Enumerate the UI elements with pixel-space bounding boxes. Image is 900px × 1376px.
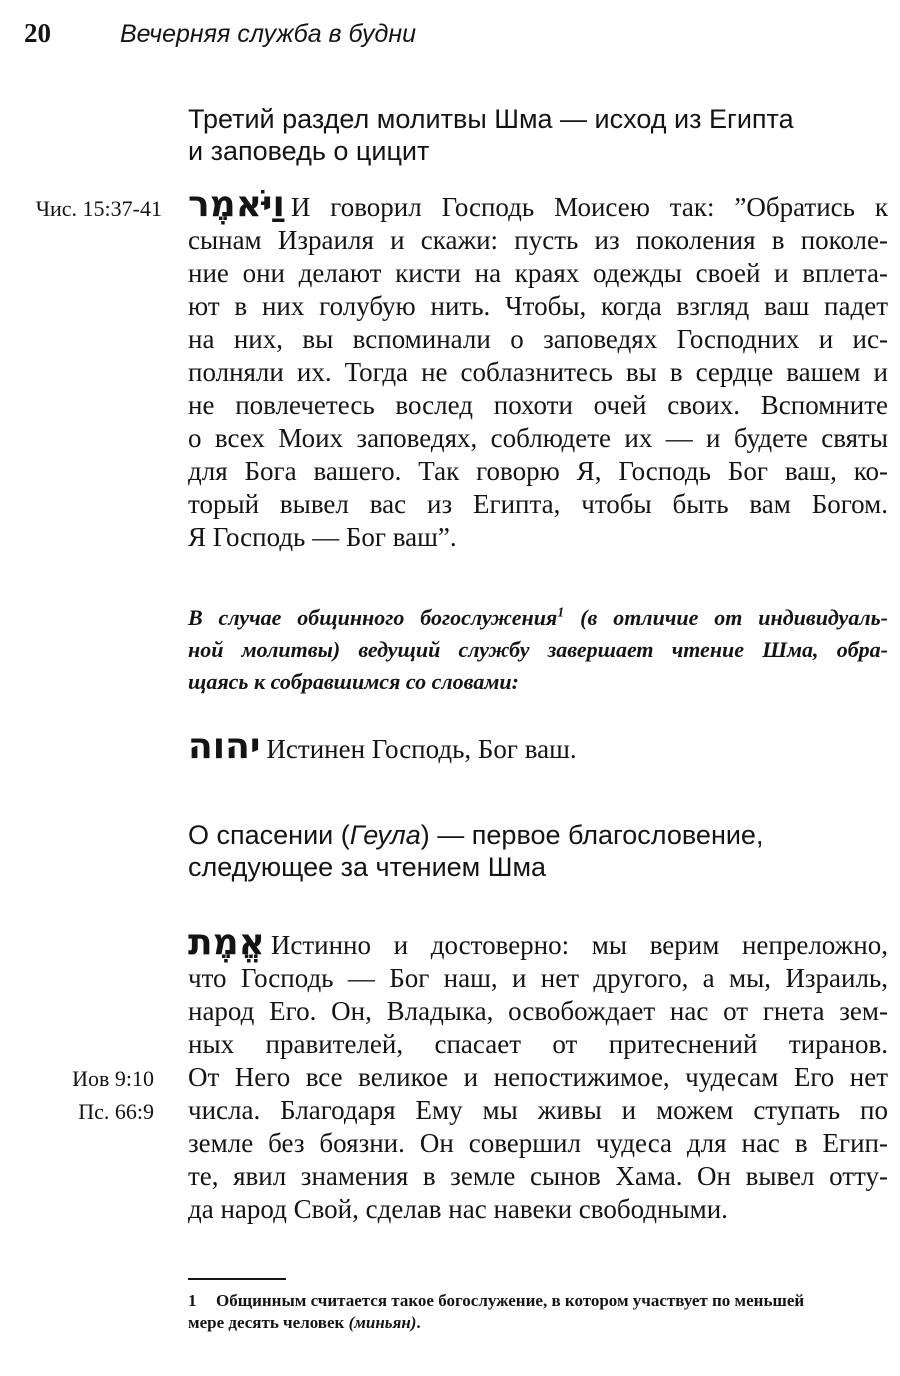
heading-line: и заповедь о цицит	[188, 136, 430, 166]
section-heading-geula	[188, 819, 868, 883]
heading-line: О спасении (Геула) — первое благословение,	[188, 820, 764, 850]
response-line: יהוה Истинен Господь, Бог ваш.	[188, 726, 577, 767]
margin-reference: Иов 9:10	[72, 1066, 154, 1091]
text-line: да народ Свой, сделав нас навеки свободными.	[188, 1194, 728, 1224]
paragraph-vayomer	[188, 184, 888, 554]
text-line: о всех Моих заповедях, соблюдете их — и будете святы	[188, 423, 888, 453]
heading-line: Третий раздел молитвы Шма — исход из Египта	[188, 104, 794, 134]
text-line: ние они делают кисти на краях одежды своей и вплета-	[188, 258, 888, 288]
hebrew-initial-word: וַיֹּאמֶר	[188, 184, 285, 225]
text-line: не повлечетесь вослед похоти очей своих. Вспомните	[188, 390, 888, 420]
footnote-number: 1	[188, 1291, 197, 1310]
text-line: торый вывел вас из Египта, чтобы быть вам Богом.	[188, 489, 888, 519]
hebrew-divine-name: יהוה	[188, 726, 261, 767]
text-line: народ Его. Он, Владыка, освобождает нас от гнета зем-	[188, 996, 888, 1026]
section-heading-shma-third	[188, 103, 868, 167]
hebrew-initial-word: אֱמֶת	[188, 922, 265, 963]
text-line: От Него все великое и непостижимое, чудесам Его нет	[188, 1062, 888, 1092]
margin-reference: Чис. 15:37-41	[35, 196, 162, 221]
page-number: 20	[24, 18, 51, 48]
footnote	[188, 1290, 888, 1334]
footnote-line: 1 Общинным считается такое богослужение, в котором участвует по меньшей	[188, 1291, 805, 1310]
text-line: что Господь — Бог наш, и нет другого, а мы, Израиль,	[188, 963, 888, 993]
text-line: сынам Израиля и скажи: пусть из поколения в поколе-	[188, 225, 888, 255]
rubric-instruction	[188, 602, 888, 698]
text-line: полняли их. Тогда не соблазнитесь вы в сердце вашем и	[188, 357, 888, 387]
text-line: на них, вы вспоминали о заповедях Господних и ис-	[188, 324, 888, 354]
rubric-line: щаясь к собравшимся со словами:	[188, 669, 519, 694]
text-line: וַיֹּאמֶר И говорил Господь Моисею так: ”Обратись к	[188, 184, 888, 225]
margin-reference: Пс. 66:9	[78, 1099, 154, 1124]
text-line: ных правителей, спасает от притеснений тиранов.	[188, 1029, 888, 1059]
heading-line: следующее за чтением Шма	[188, 852, 547, 882]
text-line: числа. Благодаря Ему мы живы и можем ступать по	[188, 1095, 888, 1125]
rubric-line: В случае общинного богослужения$^1$ (в отличие от индивидуаль-	[188, 605, 888, 630]
text-line: для Бога вашего. Так говорю Я, Господь Бог ваш, ко-	[188, 456, 888, 486]
text-line: אֱמֶת Истинно и достоверно: мы верим непреложно,	[188, 922, 888, 963]
footnote-mark: 1	[557, 605, 565, 621]
footnote-line: мере десять человек (миньян).	[188, 1313, 421, 1332]
footnote-divider	[188, 1278, 286, 1280]
text-line: Я Господь — Бог ваш”.	[188, 522, 457, 552]
paragraph-emet	[188, 922, 888, 1226]
text-line: те, явил знамения в земле сынов Хама. Он вывел отту-	[188, 1161, 888, 1191]
text-line: земле без боязни. Он совершил чудеса для нас в Егип-	[188, 1128, 888, 1158]
rubric-line: ной молитвы) ведущий службу завершает чтение Шма, обра-	[188, 637, 888, 662]
running-title: Вечерняя служба в будни	[120, 20, 417, 48]
page-header	[24, 18, 880, 58]
text-line: ют в них голубую нить. Чтобы, когда взгляд ваш падет	[188, 291, 888, 321]
